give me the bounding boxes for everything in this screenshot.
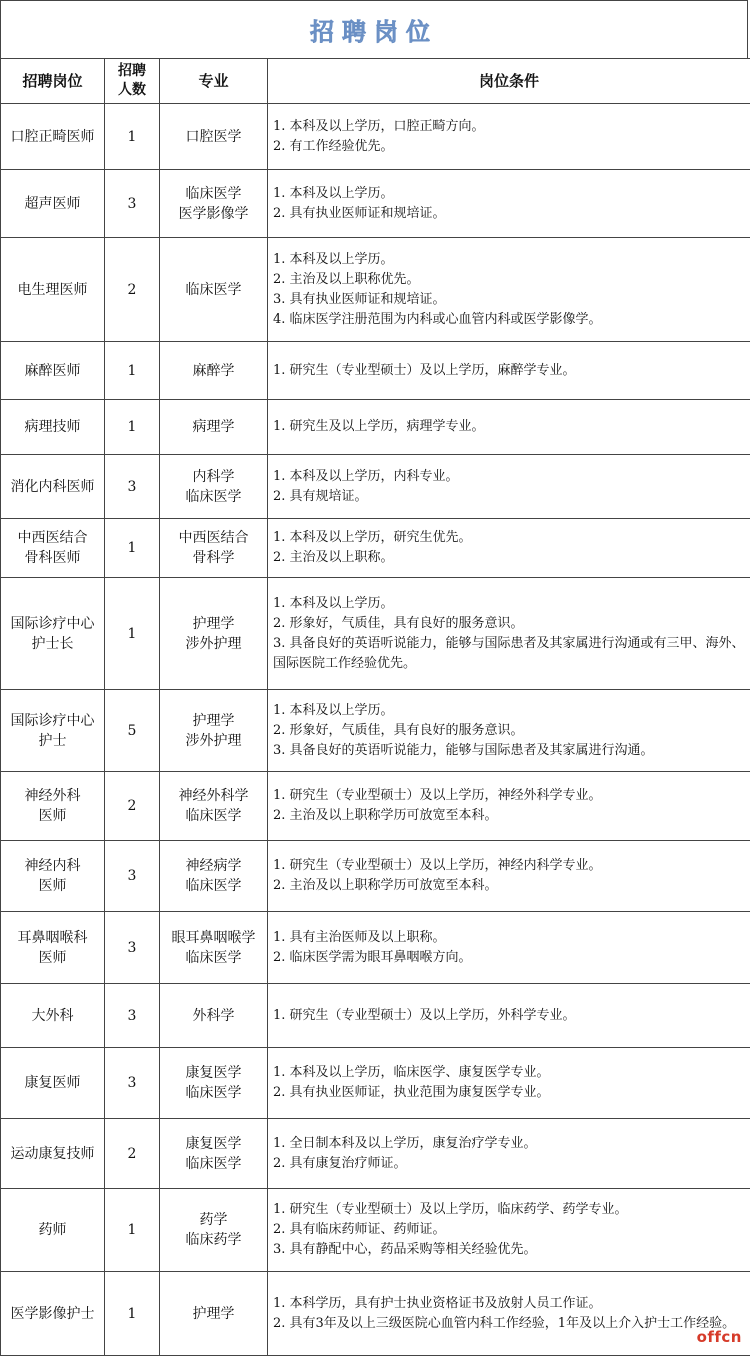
cell-count: 3 — [105, 1048, 160, 1119]
cell-position — [1, 841, 105, 912]
cell-major — [160, 772, 268, 841]
cell-major-line: 临床医学 — [164, 184, 263, 204]
cell-major — [160, 841, 268, 912]
cell-position-line: 药师 — [5, 1220, 100, 1240]
cell-count: 3 — [105, 170, 160, 238]
cell-requirements-line: 1. 本科及以上学历。 — [273, 184, 746, 204]
header-major: 专业 — [160, 59, 268, 104]
cell-major — [160, 170, 268, 238]
cell-count: 1 — [105, 1272, 160, 1356]
cell-requirements — [268, 455, 750, 519]
cell-requirements-line: 1. 本科及以上学历，内科专业。 — [273, 467, 746, 487]
cell-count: 1 — [105, 1189, 160, 1272]
cell-position-line: 超声医师 — [5, 194, 100, 214]
cell-requirements-line: 2. 具有康复治疗师证。 — [273, 1154, 746, 1174]
cell-major — [160, 1272, 268, 1356]
cell-count: 5 — [105, 690, 160, 772]
cell-position-line: 耳鼻咽喉科 — [5, 928, 100, 948]
cell-requirements-line: 2. 形象好，气质佳，具有良好的服务意识。 — [273, 614, 746, 634]
cell-position-line: 口腔正畸医师 — [5, 127, 100, 147]
cell-requirements — [268, 912, 750, 984]
cell-major-line: 临床医学 — [164, 1154, 263, 1174]
cell-position-line: 运动康复技师 — [5, 1144, 100, 1164]
cell-requirements-line: 3. 具备良好的英语听说能力，能够与国际患者及其家属进行沟通。 — [273, 741, 746, 761]
cell-major-line: 眼耳鼻咽喉学 — [164, 928, 263, 948]
cell-position — [1, 1048, 105, 1119]
cell-requirements — [268, 690, 750, 772]
cell-position — [1, 104, 105, 170]
cell-major — [160, 238, 268, 342]
cell-major-line: 中西医结合 — [164, 528, 263, 548]
cell-major-line: 护理学 — [164, 614, 263, 634]
cell-major-line: 康复医学 — [164, 1063, 263, 1083]
cell-requirements — [268, 170, 750, 238]
cell-requirements — [268, 1048, 750, 1119]
cell-requirements — [268, 1272, 750, 1356]
cell-count: 1 — [105, 104, 160, 170]
cell-count: 1 — [105, 342, 160, 400]
cell-major — [160, 400, 268, 455]
table-row — [1, 238, 750, 342]
cell-requirements — [268, 984, 750, 1048]
cell-position — [1, 578, 105, 690]
cell-requirements — [268, 342, 750, 400]
cell-requirements — [268, 772, 750, 841]
cell-count: 3 — [105, 841, 160, 912]
header-count: 招聘人数 — [105, 59, 160, 104]
cell-position-line: 电生理医师 — [5, 280, 100, 300]
cell-count: 1 — [105, 400, 160, 455]
cell-requirements-line: 1. 本科及以上学历，临床医学、康复医学专业。 — [273, 1063, 746, 1083]
cell-requirements-line: 2. 有工作经验优先。 — [273, 137, 746, 157]
cell-position — [1, 984, 105, 1048]
cell-count: 2 — [105, 238, 160, 342]
cell-major — [160, 519, 268, 578]
cell-major — [160, 1189, 268, 1272]
cell-position — [1, 455, 105, 519]
cell-major-line: 骨科学 — [164, 548, 263, 568]
cell-major-line: 临床医学 — [164, 1083, 263, 1103]
cell-major-line: 临床医学 — [164, 876, 263, 896]
cell-major-line: 神经外科学 — [164, 786, 263, 806]
header-requirements: 岗位条件 — [268, 59, 750, 104]
cell-position — [1, 772, 105, 841]
cell-major-line: 临床医学 — [164, 487, 263, 507]
cell-major — [160, 578, 268, 690]
cell-major-line: 病理学 — [164, 417, 263, 437]
cell-position-line: 护士 — [5, 731, 100, 751]
cell-major-line: 麻醉学 — [164, 361, 263, 381]
cell-major — [160, 984, 268, 1048]
cell-major-line: 医学影像学 — [164, 204, 263, 224]
cell-requirements — [268, 1189, 750, 1272]
cell-requirements-line: 2. 主治及以上职称学历可放宽至本科。 — [273, 806, 746, 826]
cell-major-line: 护理学 — [164, 711, 263, 731]
cell-major — [160, 690, 268, 772]
cell-major-line: 药学 — [164, 1210, 263, 1230]
cell-major — [160, 1048, 268, 1119]
table-row — [1, 519, 750, 578]
cell-position — [1, 1189, 105, 1272]
cell-requirements-line: 1. 研究生及以上学历，病理学专业。 — [273, 417, 746, 437]
cell-requirements-line: 1. 研究生（专业型硕士）及以上学历，神经内科学专业。 — [273, 856, 746, 876]
cell-requirements-line: 2. 具有规培证。 — [273, 487, 746, 507]
table-row — [1, 400, 750, 455]
cell-position — [1, 519, 105, 578]
cell-position-line: 中西医结合 — [5, 528, 100, 548]
cell-position-line: 骨科医师 — [5, 548, 100, 568]
cell-major-line: 内科学 — [164, 467, 263, 487]
cell-requirements-line: 2. 形象好，气质佳，具有良好的服务意识。 — [273, 721, 746, 741]
cell-requirements-line: 1. 研究生（专业型硕士）及以上学历，外科学专业。 — [273, 1006, 746, 1026]
cell-major — [160, 342, 268, 400]
cell-requirements — [268, 400, 750, 455]
table-row — [1, 455, 750, 519]
cell-major — [160, 1119, 268, 1189]
cell-major-line: 护理学 — [164, 1304, 263, 1324]
cell-major — [160, 455, 268, 519]
cell-requirements-line: 2. 主治及以上职称优先。 — [273, 270, 746, 290]
cell-major-line: 临床医学 — [164, 806, 263, 826]
cell-position-line: 大外科 — [5, 1006, 100, 1026]
cell-requirements-line: 1. 本科及以上学历。 — [273, 701, 746, 721]
cell-major — [160, 912, 268, 984]
cell-position-line: 医师 — [5, 806, 100, 826]
cell-requirements-line: 1. 全日制本科及以上学历，康复治疗学专业。 — [273, 1134, 746, 1154]
cell-requirements-line: 2. 临床医学需为眼耳鼻咽喉方向。 — [273, 948, 746, 968]
table-row — [1, 1119, 750, 1189]
table-row — [1, 984, 750, 1048]
cell-requirements-line: 2. 具有临床药师证、药师证。 — [273, 1220, 746, 1240]
cell-major-line: 口腔医学 — [164, 127, 263, 147]
table-row — [1, 912, 750, 984]
cell-position-line: 医师 — [5, 948, 100, 968]
cell-position-line: 医学影像护士 — [5, 1304, 100, 1324]
table-row — [1, 342, 750, 400]
cell-position — [1, 238, 105, 342]
cell-requirements-line: 2. 具有执业医师证和规培证。 — [273, 204, 746, 224]
cell-count: 1 — [105, 519, 160, 578]
cell-major-line: 临床医学 — [164, 948, 263, 968]
header-position: 招聘岗位 — [1, 59, 105, 104]
table-row — [1, 578, 750, 690]
cell-position — [1, 1119, 105, 1189]
cell-requirements-line: 4. 临床医学注册范围为内科或心血管内科或医学影像学。 — [273, 310, 746, 330]
cell-major — [160, 104, 268, 170]
table-body — [1, 104, 750, 1356]
cell-major-line: 临床药学 — [164, 1230, 263, 1250]
cell-position — [1, 170, 105, 238]
cell-position — [1, 690, 105, 772]
cell-requirements-line: 1. 本科及以上学历。 — [273, 250, 746, 270]
cell-position-line: 神经外科 — [5, 786, 100, 806]
cell-position — [1, 400, 105, 455]
cell-requirements-line: 1. 研究生（专业型硕士）及以上学历，麻醉学专业。 — [273, 361, 746, 381]
cell-count: 2 — [105, 1119, 160, 1189]
cell-requirements-line: 1. 本科学历，具有护士执业资格证书及放射人员工作证。 — [273, 1294, 746, 1314]
cell-requirements-line: 2. 具有3年及以上三级医院心血管内科工作经验，1年及以上介入护士工作经验。 — [273, 1314, 746, 1334]
title-bar — [0, 0, 748, 58]
table-row — [1, 1272, 750, 1356]
cell-requirements-line: 2. 具有执业医师证，执业范围为康复医学专业。 — [273, 1083, 746, 1103]
watermark-logo: offcn — [697, 1328, 742, 1346]
cell-requirements — [268, 841, 750, 912]
cell-requirements — [268, 1119, 750, 1189]
cell-requirements-line: 2. 主治及以上职称。 — [273, 548, 746, 568]
cell-requirements — [268, 238, 750, 342]
cell-requirements — [268, 104, 750, 170]
table-row — [1, 772, 750, 841]
table-row — [1, 104, 750, 170]
recruitment-table — [0, 58, 750, 1356]
cell-count: 1 — [105, 578, 160, 690]
cell-requirements-line: 3. 具有静配中心，药品采购等相关经验优先。 — [273, 1240, 746, 1260]
cell-requirements — [268, 519, 750, 578]
cell-requirements-line: 3. 具备良好的英语听说能力，能够与国际患者及其家属进行沟通或有三甲、海外、国际医院工作经验优先。 — [273, 634, 746, 674]
table-row — [1, 690, 750, 772]
table-row — [1, 841, 750, 912]
cell-requirements-line: 2. 主治及以上职称学历可放宽至本科。 — [273, 876, 746, 896]
cell-major-line: 康复医学 — [164, 1134, 263, 1154]
cell-requirements-line: 1. 本科及以上学历，研究生优先。 — [273, 528, 746, 548]
cell-major-line: 外科学 — [164, 1006, 263, 1026]
page-title: 招聘岗位 — [310, 12, 438, 47]
cell-position-line: 神经内科 — [5, 856, 100, 876]
cell-requirements-line: 3. 具有执业医师证和规培证。 — [273, 290, 746, 310]
cell-requirements-line: 1. 研究生（专业型硕士）及以上学历，神经外科学专业。 — [273, 786, 746, 806]
table-row — [1, 1048, 750, 1119]
cell-count: 3 — [105, 984, 160, 1048]
cell-major-line: 涉外护理 — [164, 731, 263, 751]
cell-count: 3 — [105, 912, 160, 984]
cell-position-line: 国际诊疗中心 — [5, 614, 100, 634]
cell-count: 2 — [105, 772, 160, 841]
cell-requirements-line: 1. 具有主治医师及以上职称。 — [273, 928, 746, 948]
cell-position-line: 康复医师 — [5, 1073, 100, 1093]
cell-position-line: 病理技师 — [5, 417, 100, 437]
cell-position — [1, 912, 105, 984]
cell-position-line: 麻醉医师 — [5, 361, 100, 381]
table-row — [1, 170, 750, 238]
cell-position — [1, 342, 105, 400]
cell-position-line: 护士长 — [5, 634, 100, 654]
cell-major-line: 神经病学 — [164, 856, 263, 876]
cell-position — [1, 1272, 105, 1356]
cell-position-line: 医师 — [5, 876, 100, 896]
cell-requirements-line: 1. 本科及以上学历。 — [273, 594, 746, 614]
cell-major-line: 涉外护理 — [164, 634, 263, 654]
cell-requirements — [268, 578, 750, 690]
cell-position-line: 消化内科医师 — [5, 477, 100, 497]
table-header-row — [1, 59, 750, 104]
table-row — [1, 1189, 750, 1272]
cell-requirements-line: 1. 研究生（专业型硕士）及以上学历，临床药学、药学专业。 — [273, 1200, 746, 1220]
cell-major-line: 临床医学 — [164, 280, 263, 300]
cell-requirements-line: 1. 本科及以上学历，口腔正畸方向。 — [273, 117, 746, 137]
cell-count: 3 — [105, 455, 160, 519]
cell-position-line: 国际诊疗中心 — [5, 711, 100, 731]
